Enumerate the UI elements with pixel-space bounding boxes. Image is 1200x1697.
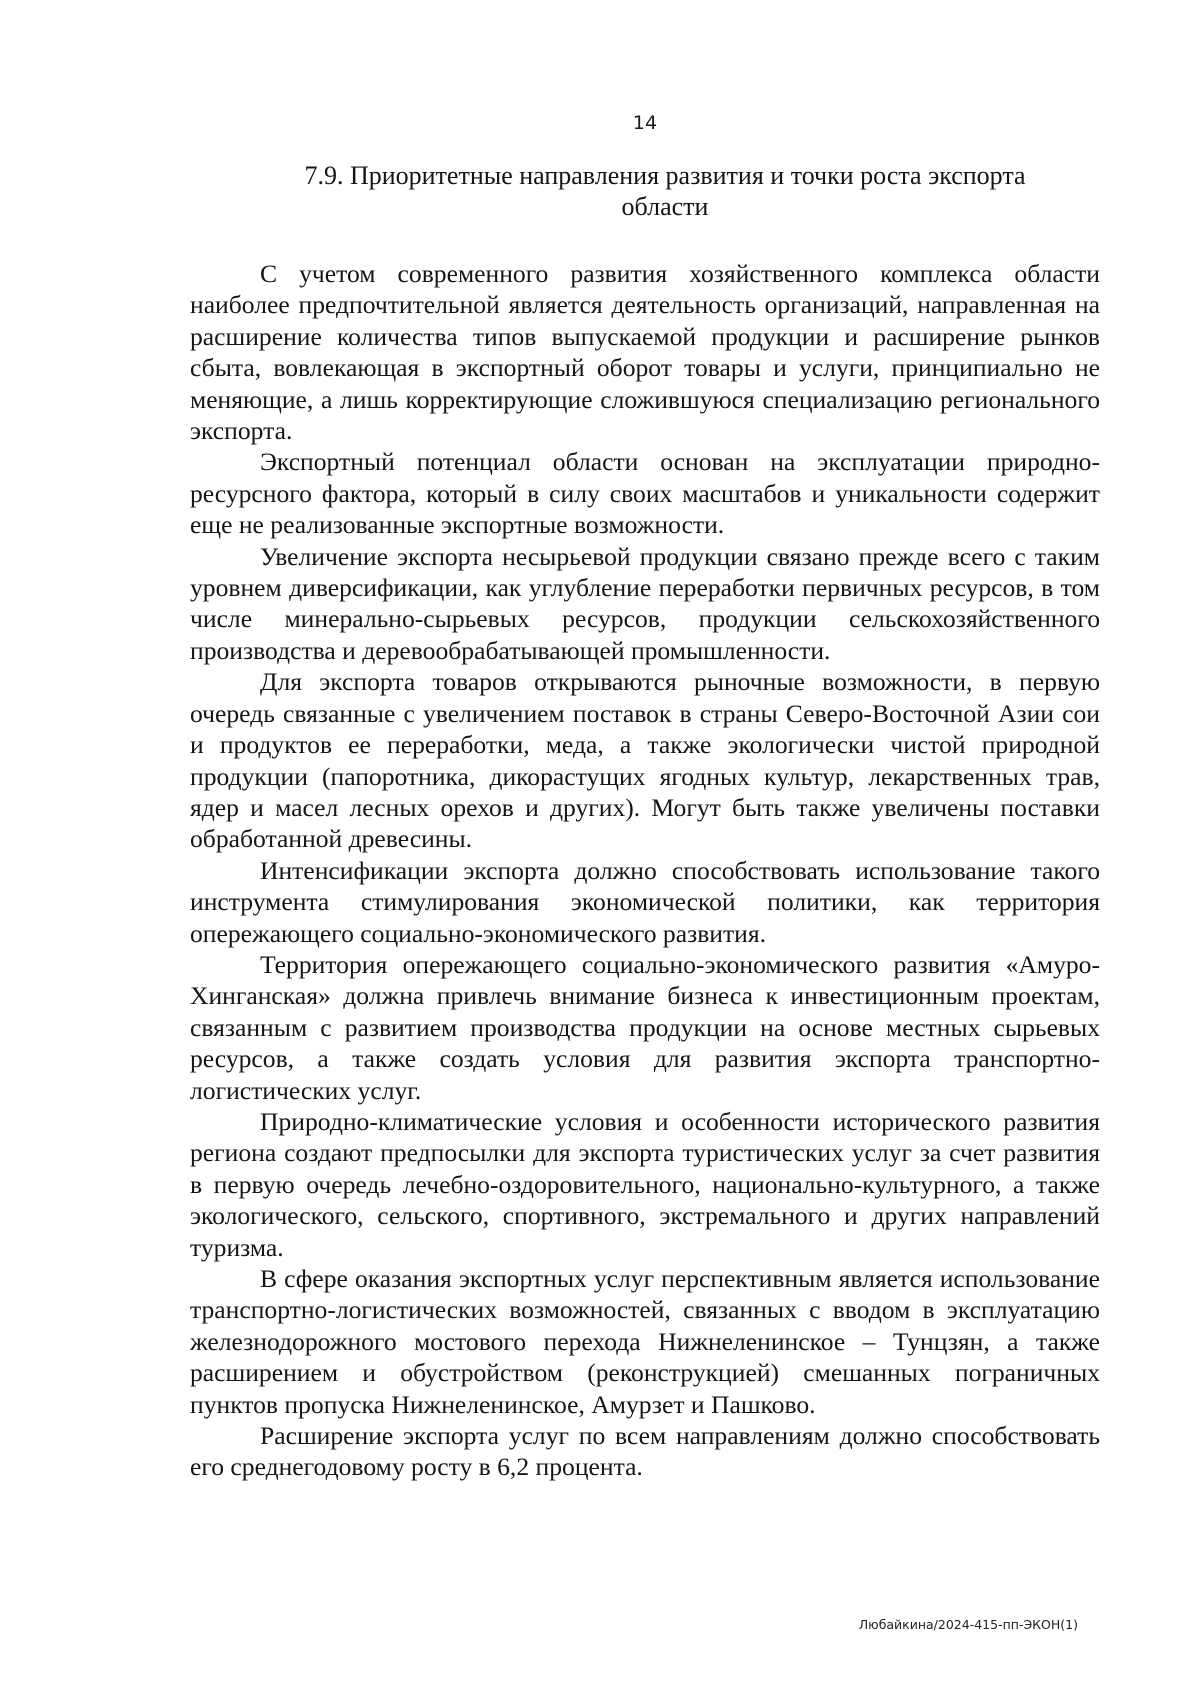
paragraph-6: Территория опережающего социально-экономического развития «Амуро-Хинганская» должна привлечь внимание бизнеса к инвестиционным проектам, связанным с развитием производства продукции на основе местных сырьевых ресурсов, а также создать условия для развития экспорта транспортно-логистических услуг. (190, 949, 1100, 1105)
paragraph-7: Природно-климатические условия и особенности исторического развития региона создают предпосылки для экспорта туристических услуг за счет развития в первую очередь лечебно-оздоровительного, национально-культурного, а также экологического, сельского, спортивного, экстремального и других направлений туризма. (190, 1106, 1100, 1262)
document-body (190, 258, 1100, 1483)
paragraph-8: В сфере оказания экспортных услуг перспективным является использование транспортно-логистических возможностей, связанных с вводом в эксплуатацию железнодорожного мостового перехода Нижнеленинское – Тунцзян, а также расширением и обустройством (реконструкцией) смешанных пограничных пунктов пропуска Нижнеленинское, Амурзет и Пашково. (190, 1264, 1100, 1419)
paragraph-9: Расширение экспорта услуг по всем направлениям должно способствовать его среднегодовому росту в 6,2 процента. (190, 1421, 1100, 1482)
section-heading: 7.9. Приоритетные направления развития и точки роста экспорта области (304, 161, 1026, 221)
paragraph-3: Увеличение экспорта несырьевой продукции связано прежде всего с таким уровнем диверсификации, как углубление переработки первичных ресурсов, в том числе минерально-сырьевых ресурсов, продукции сельскохозяйственного производства и деревообрабатывающей промышленности. (190, 541, 1100, 665)
document-reference-code: Любайкина/2024-415-пп-ЭКОН(1) (858, 1617, 1078, 1632)
page-number: 14 (632, 112, 658, 134)
paragraph-5: Интенсификации экспорта должно способствовать использование такого инструмента стимулирования экономической политики, как территория опережающего социально-экономического развития. (190, 855, 1100, 948)
paragraph-1: С учетом современного развития хозяйственного комплекса области наиболее предпочтительной является деятельность организаций, направленная на расширение количества типов выпускаемой продукции и расширение рынков сбыта, вовлекающая в экспортный оборот товары и услуги, принципиально не меняющие, а лишь корректирующие сложившуюся специализацию регионального экспорта. (190, 259, 1100, 446)
paragraph-4: Для экспорта товаров открываются рыночные возможности, в первую очередь связанные с увеличением поставок в страны Северо-Восточной Азии сои и продуктов ее переработки, меда, а также экологически чистой природной продукции (папоротника, дикорастущих ягодных культур, лекарственных трав, ядер и масел лесных орехов и других). Могут быть также увеличены поставки обработанной древесины. (190, 667, 1100, 854)
paragraph-2: Экспортный потенциал области основан на эксплуатации природно-ресурсного фактора, который в силу своих масштабов и уникальности содержит еще не реализованные экспортные возможности. (190, 447, 1100, 540)
